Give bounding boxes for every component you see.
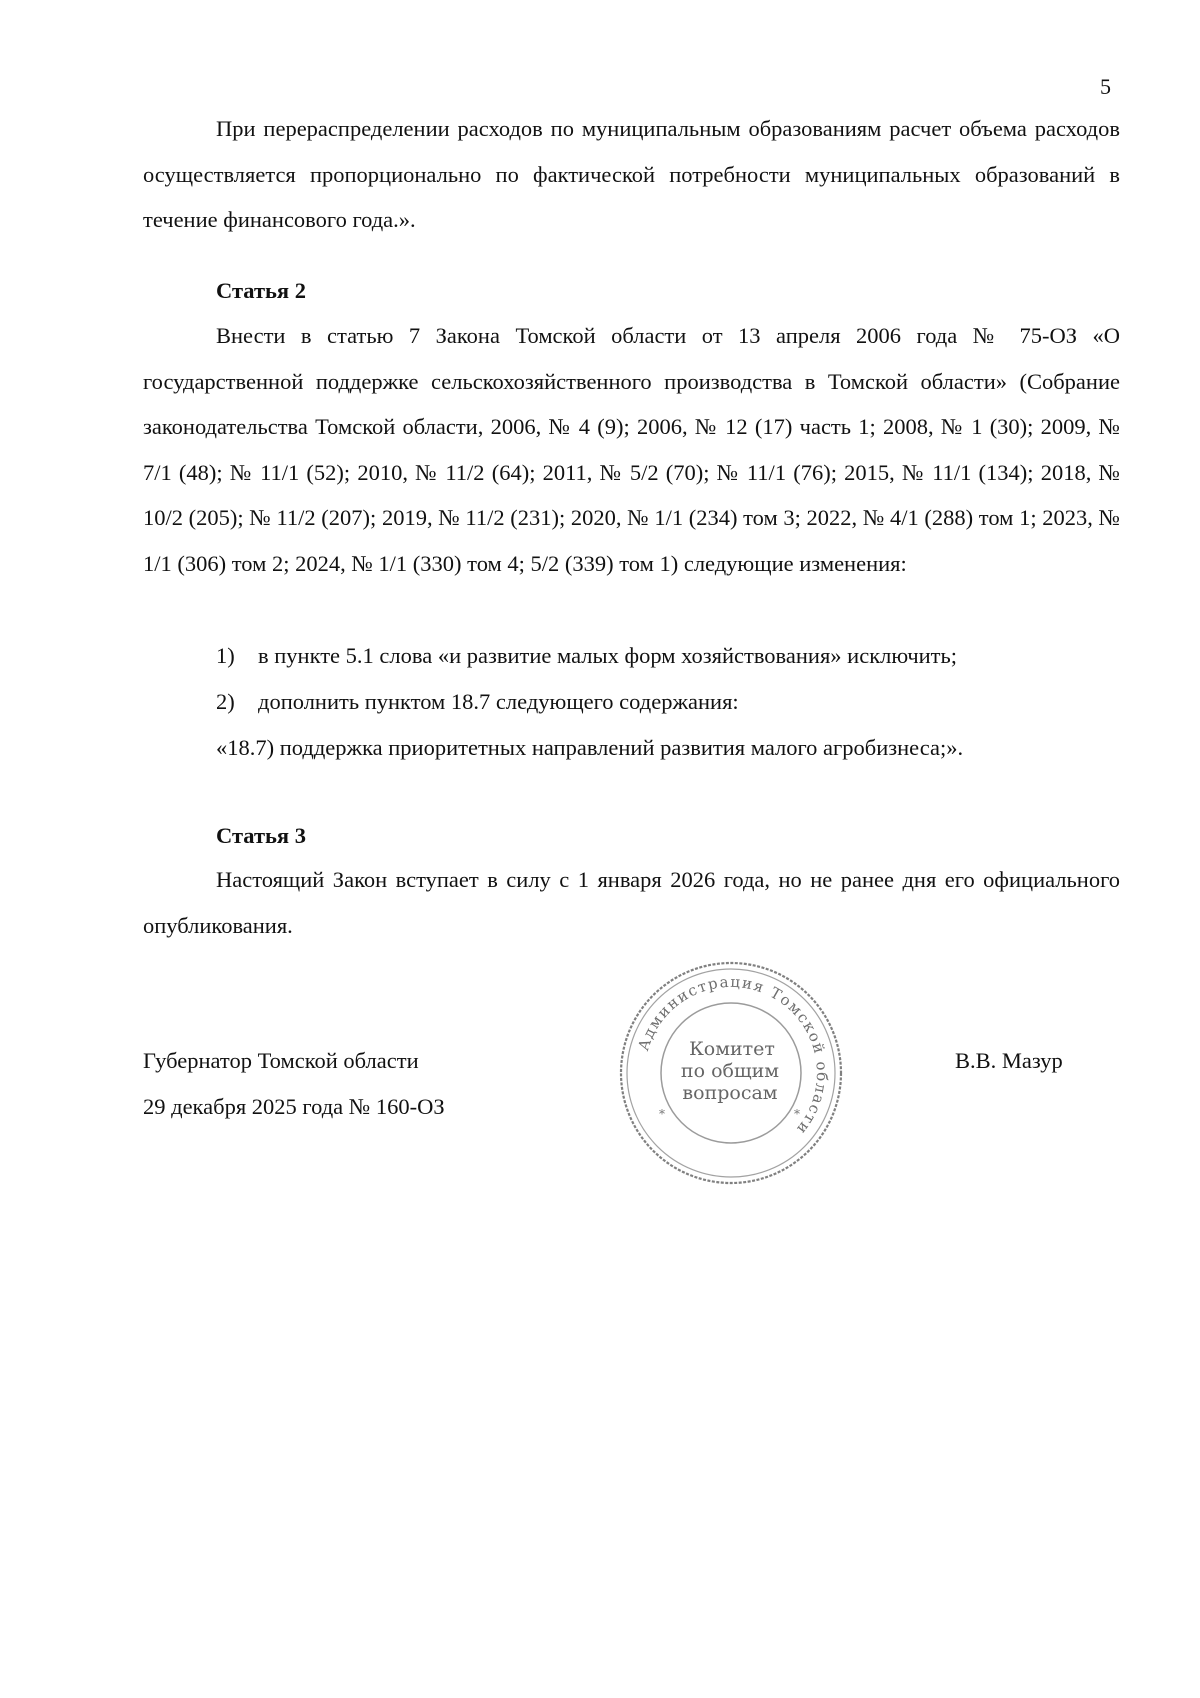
svg-text:Комитет: Комитет [689, 1038, 775, 1060]
article-2-paragraph: Внести в статью 7 Закона Томской области от 13 апреля 2006 года № 75-ОЗ «О государственной поддержке сельскохозяйственного производства в Томской области» (Собрание законодательства Томской области, 2006, № 4 (9); 2006, № 12 (17) часть 1; 2008, № 1 (30); 2009, № 7/1 (48); № 11/1 (52); 2010, № 11/2 (64); 2011, № 5/2 (70); № 11/1 (76); 2015, № 11/1 (134); 2018, № 10/2 (205); № 11/2 (207); 2019, № 11/2 (231); 2020, № 1/1 (234) том 3; 2022, № 4/1 (288) том 1; 2023, № 1/1 (306) том 2; 2024, № 1/1 (330) том 4; 5/2 (339) том 1) следующие изменения: [143, 323, 1120, 576]
article-2-heading: Статья 2 [216, 278, 306, 303]
intro-section [143, 106, 1120, 243]
list-item-text: в пункте 5.1 слова «и развитие малых форм хозяйствования» исключить; [258, 643, 958, 668]
signature-name: В.В. Мазур [955, 1048, 1063, 1073]
list-item-text: дополнить пунктом 18.7 следующего содержания: [258, 689, 739, 714]
list-item [216, 689, 739, 715]
page-number: 5 [1100, 74, 1111, 99]
article-3-section [143, 857, 1120, 948]
svg-text:Администрация Томской области: Администрация Томской области [634, 972, 832, 1139]
article-3-paragraph: Настоящий Закон вступает в силу с 1 января 2026 года, но не ранее дня его официального опубликования. [143, 867, 1120, 938]
signature-position: Губернатор Томской области [143, 1048, 419, 1073]
official-stamp [616, 958, 846, 1188]
svg-text:*: * [794, 1107, 800, 1121]
article-2-section [143, 313, 1120, 586]
svg-text:*: * [659, 1107, 665, 1121]
article-3-heading: Статья 3 [216, 823, 306, 848]
signature-date-number: 29 декабря 2025 года № 160-ОЗ [143, 1094, 445, 1119]
intro-paragraph: При перераспределении расходов по муниципальным образованиям расчет объема расходов осуществляется пропорционально по фактической потребности муниципальных образований в течение финансового года.». [143, 116, 1120, 232]
list-item-number: 2) [216, 689, 235, 714]
list-item [216, 643, 957, 669]
quoted-clause: «18.7) поддержка приоритетных направлений развития малого агробизнеса;». [216, 735, 964, 760]
svg-text:вопросам: вопросам [682, 1082, 778, 1104]
list-item-number: 1) [216, 643, 235, 668]
svg-text:по общим: по общим [680, 1060, 780, 1082]
